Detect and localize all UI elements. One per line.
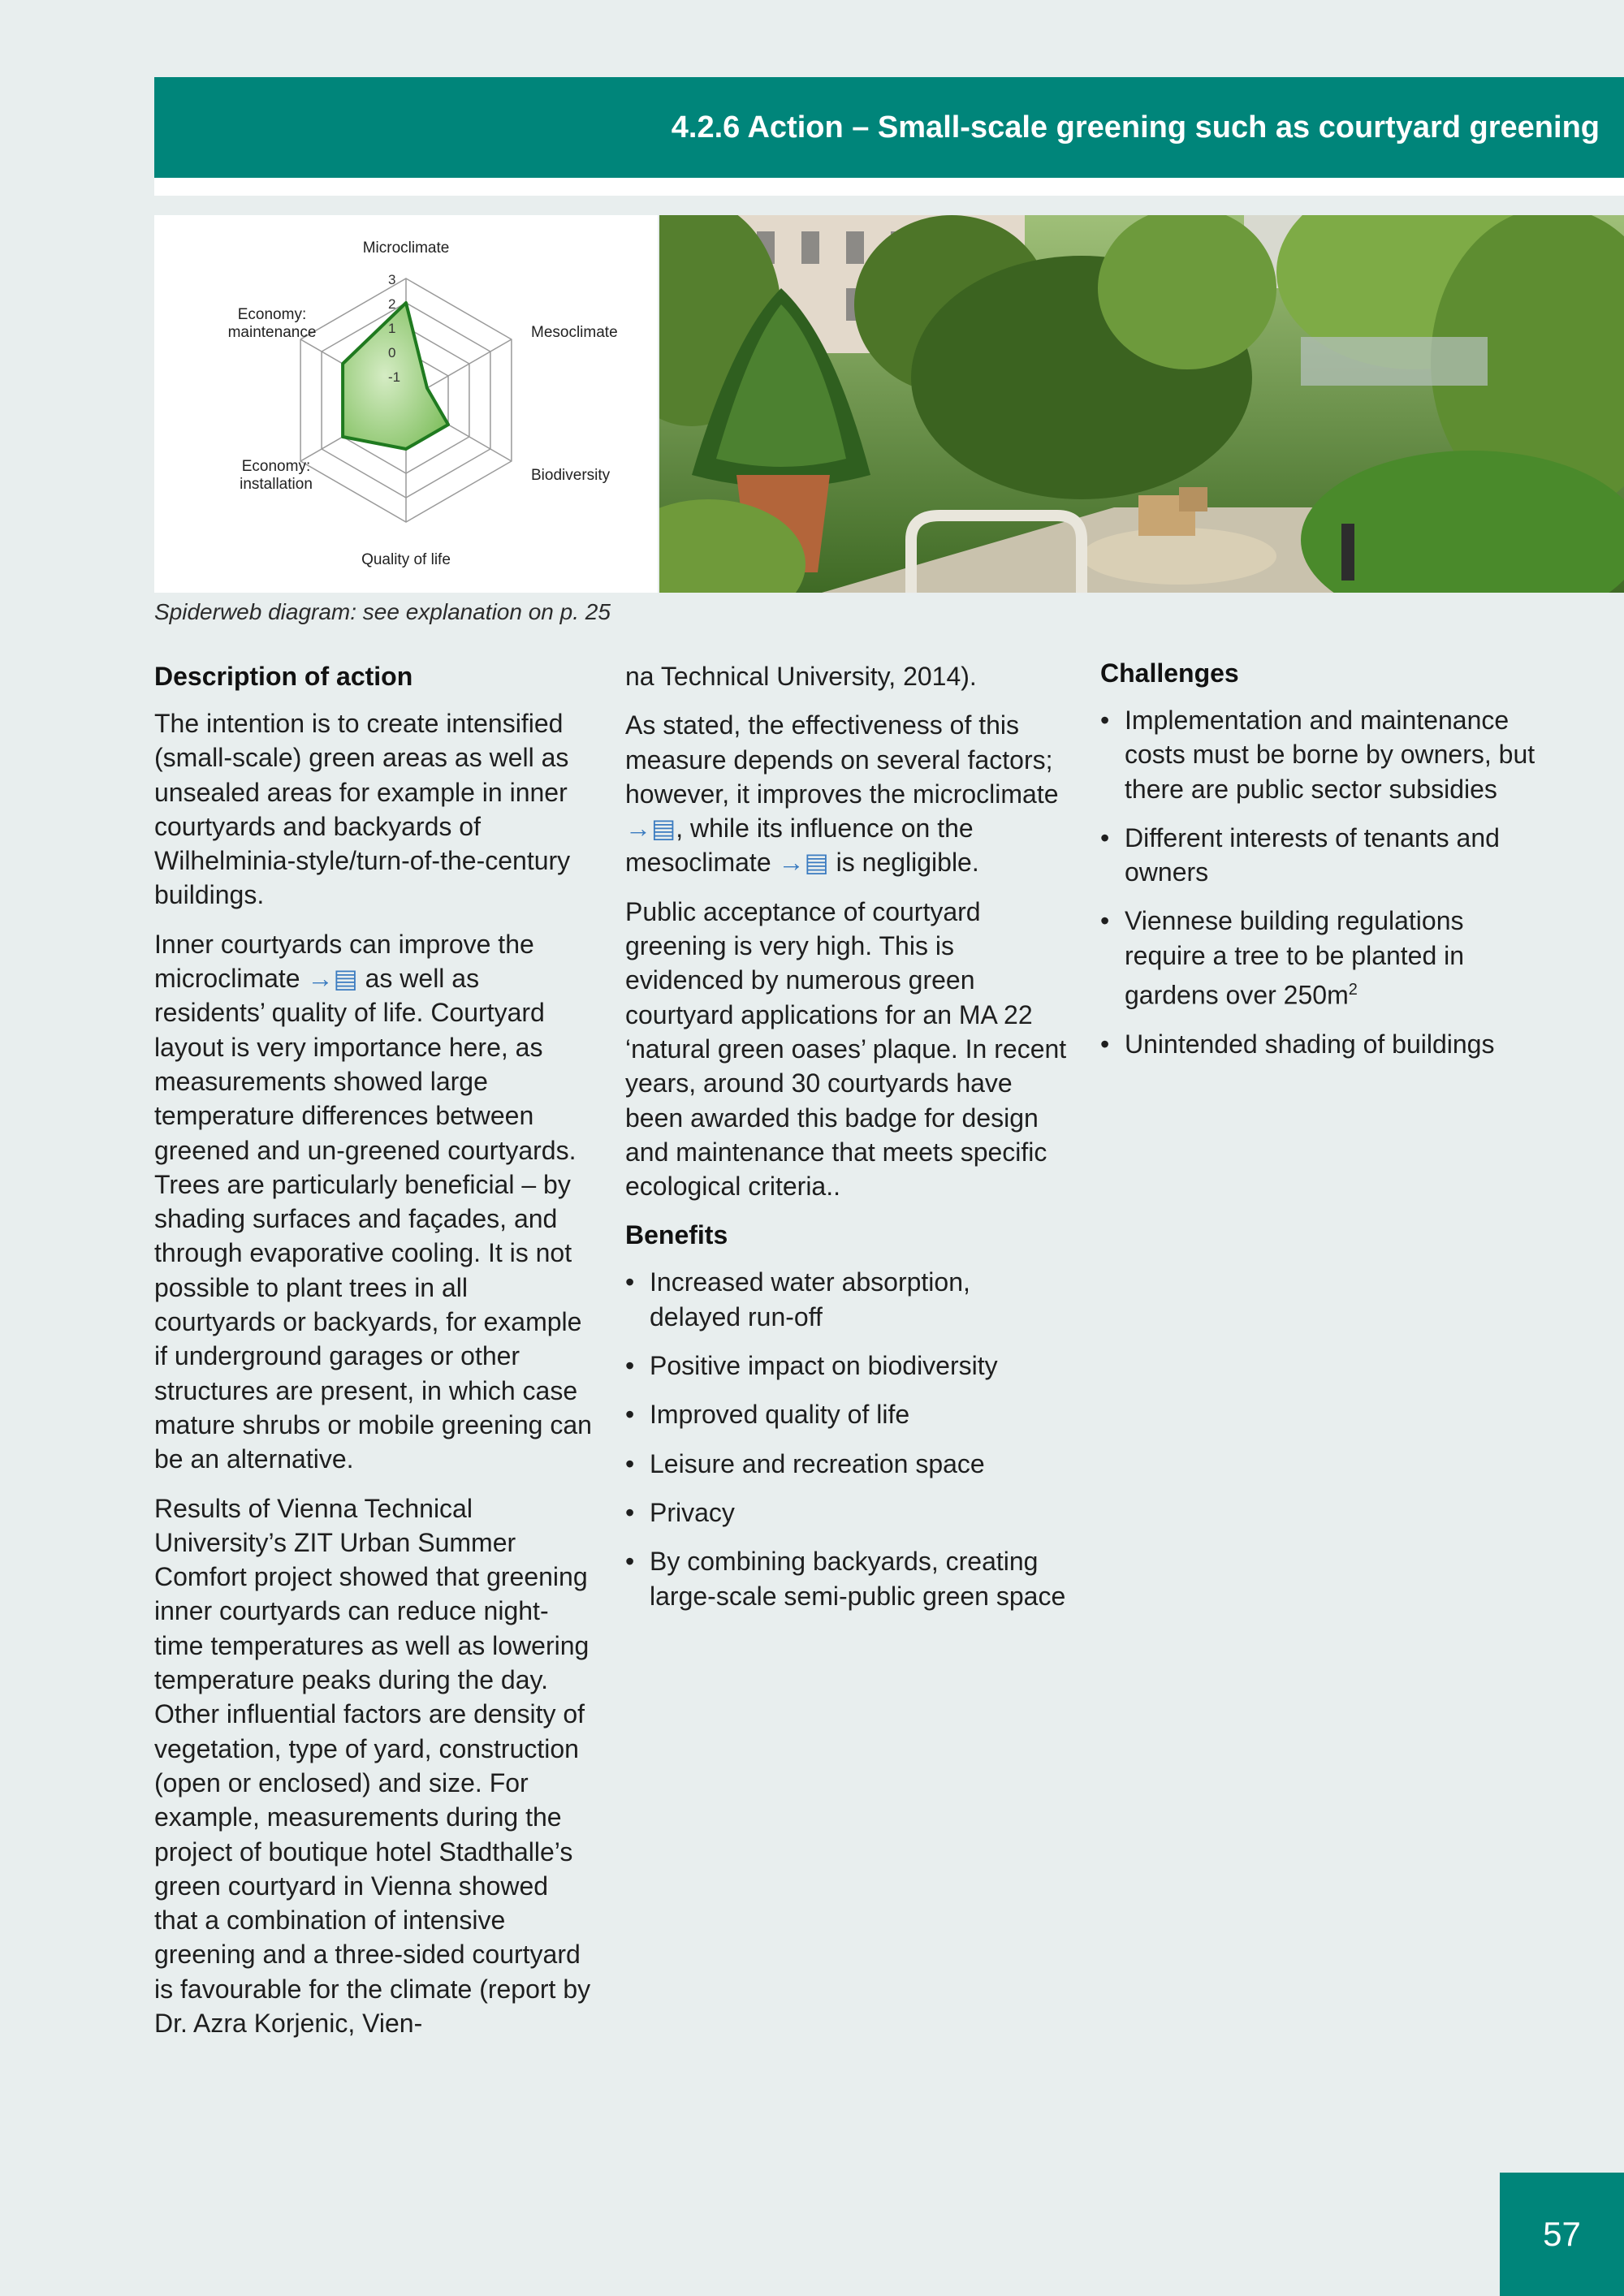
challenges-list <box>1100 703 1543 1061</box>
courtyard-photo <box>659 215 1624 593</box>
spider-axis-label: Economy: installation <box>240 458 313 493</box>
list-item: • Increased water absorption, delayed run-off <box>625 1265 1068 1334</box>
spider-scale-label: 0 <box>388 345 396 360</box>
spider-scale-label: -1 <box>388 369 401 385</box>
column-description <box>154 659 593 2055</box>
spider-scale-label: 3 <box>388 272 396 287</box>
benefits-heading: Benefits <box>625 1220 728 1250</box>
spider-scale-label: 1 <box>388 321 396 336</box>
spiderweb-diagram <box>154 215 658 593</box>
header-band <box>154 77 1624 178</box>
list-item: • Improved quality of life <box>625 1397 1068 1431</box>
challenges-heading: Challenges <box>1100 658 1239 688</box>
spider-scale-label: 2 <box>388 296 396 312</box>
reference-link-icon[interactable]: →▤ <box>778 848 829 878</box>
list-item: • Viennese building regulations require a tree to be planted in gardens over $250m^2$ <box>1100 904 1543 1012</box>
figure-caption: Spiderweb diagram: see explanation on p. 25 <box>154 599 611 624</box>
reference-link-icon[interactable]: →▤ <box>307 964 358 994</box>
courtyard-garden-photo-icon <box>659 215 1624 593</box>
description-heading: Description of action <box>154 662 413 691</box>
spider-axis-label: Microclimate <box>362 240 450 257</box>
spider-axis-label: Quality of life <box>361 551 451 568</box>
benefits-list <box>625 1265 1068 1612</box>
column-challenges <box>1100 656 1543 1076</box>
description-paragraph-2: Inner courtyards can improve the microclimate →▤ as well as residents’ quality of life. Courtyard layout is very importance here, as measurements showed large temperature differences between greened and un-greened courtyards. Trees are particularly beneficial – by shading surfaces and façades, and through evaporative cooling. It is not possible to plant trees in all courtyards or backyards, for example if underground garages or other structures are present, in which case mature shrubs or mobile greening can be an alternative. <box>154 929 592 1474</box>
column-continuation <box>625 659 1068 1628</box>
spiderweb-chart <box>154 215 658 593</box>
continuation-paragraph-1: As stated, the effectiveness of this measure depends on several factors; however, it improves the microclimate →▤, while its influence on the mesoclimate →▤ is negligible. <box>625 710 1059 878</box>
reference-link-icon[interactable]: →▤ <box>625 814 676 844</box>
list-item: • By combining backyards, creating large-scale semi-public green space <box>625 1544 1068 1613</box>
list-item: • Privacy <box>625 1495 1068 1530</box>
list-item: • Implementation and maintenance costs must be borne by owners, but there are public sector subsidies <box>1100 703 1543 806</box>
description-paragraph-3: Results of Vienna Technical University’s ZIT Urban Summer Comfort project showed that greening inner courtyards can reduce night-time temperatures as well as lowering temperature peaks during the day. Other influential factors are density of vegetation, type of yard, construction (open or enclosed) and size. For example, measurements during the project of boutique hotel Stadthalle’s green courtyard in Vienna showed that a combination of intensive greening and a three-sided courtyard is favourable for the climate (report by Dr. Azra Korjenic, Vien- <box>154 1493 591 2038</box>
list-item: • Unintended shading of buildings <box>1100 1027 1543 1061</box>
spider-axis-label: Mesoclimate <box>531 324 618 341</box>
header-divider <box>154 178 1624 196</box>
continuation-paragraph-2: Public acceptance of courtyard greening is very high. This is evidenced by numerous green courtyard applications for an MA 22 ‘natural green oases’ plaque. In recent years, around 30 courtyards have been awarded this badge for design and maintenance that meets specific ecological criteria.. <box>625 896 1067 1202</box>
spider-axis-label: Biodiversity <box>531 467 611 484</box>
page-title: 4.2.6 Action – Small-scale greening such as courtyard greening <box>671 110 1600 145</box>
list-item: • Positive impact on biodiversity <box>625 1349 1068 1383</box>
list-item: • Leisure and recreation space <box>625 1447 1068 1481</box>
list-item: • Different interests of tenants and owners <box>1100 821 1543 890</box>
spider-axis-label: Economy: maintenance <box>227 306 317 341</box>
continuation-paragraph-0: na Technical University, 2014). <box>625 662 977 691</box>
page-number: 57 <box>1500 2173 1624 2296</box>
description-paragraph-1: The intention is to create intensified (small-scale) green areas as well as unsealed areas for example in inner courtyards and backyards of Wilhelminia-style/turn-of-the-century buildings. <box>154 709 571 910</box>
